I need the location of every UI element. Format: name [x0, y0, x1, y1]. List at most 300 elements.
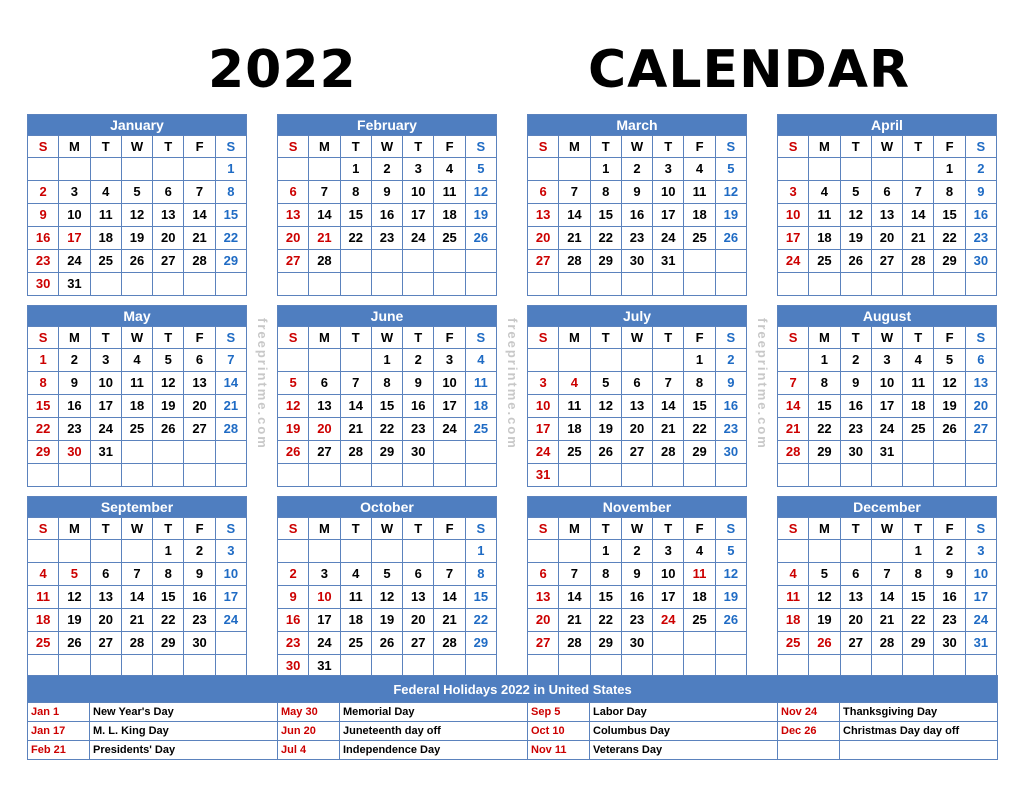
day-cell[interactable]: 21 [903, 227, 934, 250]
day-cell[interactable]: 25 [684, 227, 715, 250]
day-cell[interactable]: 13 [621, 395, 652, 418]
day-cell[interactable]: 23 [28, 250, 59, 273]
day-cell[interactable]: 3 [403, 158, 434, 181]
day-cell[interactable]: 25 [809, 250, 840, 273]
day-cell[interactable]: 22 [934, 227, 965, 250]
day-cell[interactable]: 31 [59, 273, 90, 296]
day-cell[interactable]: 14 [778, 395, 809, 418]
day-cell[interactable]: 21 [215, 395, 246, 418]
day-cell[interactable]: 7 [340, 372, 371, 395]
day-cell[interactable]: 1 [903, 540, 934, 563]
day-cell[interactable]: 21 [434, 609, 465, 632]
day-cell[interactable]: 24 [528, 441, 559, 464]
day-cell[interactable]: 21 [778, 418, 809, 441]
day-cell[interactable]: 20 [871, 227, 902, 250]
day-cell[interactable]: 26 [934, 418, 965, 441]
day-cell[interactable]: 23 [965, 227, 996, 250]
day-cell[interactable]: 19 [809, 609, 840, 632]
day-cell[interactable]: 16 [59, 395, 90, 418]
day-cell[interactable]: 24 [434, 418, 465, 441]
day-cell[interactable]: 18 [434, 204, 465, 227]
day-cell[interactable]: 29 [215, 250, 246, 273]
day-cell[interactable]: 23 [278, 632, 309, 655]
day-cell[interactable]: 14 [434, 586, 465, 609]
day-cell[interactable]: 17 [90, 395, 121, 418]
day-cell[interactable]: 15 [371, 395, 402, 418]
day-cell[interactable]: 31 [653, 250, 684, 273]
day-cell[interactable]: 17 [215, 586, 246, 609]
day-cell[interactable]: 1 [340, 158, 371, 181]
day-cell[interactable]: 29 [153, 632, 184, 655]
day-cell[interactable]: 15 [590, 204, 621, 227]
day-cell[interactable]: 1 [465, 540, 496, 563]
day-cell[interactable]: 20 [153, 227, 184, 250]
day-cell[interactable]: 7 [778, 372, 809, 395]
day-cell[interactable]: 1 [934, 158, 965, 181]
day-cell[interactable]: 11 [778, 586, 809, 609]
day-cell[interactable]: 3 [778, 181, 809, 204]
day-cell[interactable]: 11 [340, 586, 371, 609]
day-cell[interactable]: 29 [903, 632, 934, 655]
day-cell[interactable]: 4 [684, 540, 715, 563]
day-cell[interactable]: 19 [465, 204, 496, 227]
day-cell[interactable]: 19 [840, 227, 871, 250]
day-cell[interactable]: 10 [59, 204, 90, 227]
day-cell[interactable]: 22 [371, 418, 402, 441]
day-cell[interactable]: 30 [965, 250, 996, 273]
day-cell[interactable]: 12 [153, 372, 184, 395]
day-cell[interactable]: 2 [278, 563, 309, 586]
day-cell[interactable]: 22 [590, 227, 621, 250]
day-cell[interactable]: 19 [153, 395, 184, 418]
day-cell[interactable]: 24 [653, 609, 684, 632]
day-cell[interactable]: 30 [715, 441, 746, 464]
day-cell[interactable]: 11 [465, 372, 496, 395]
day-cell[interactable]: 30 [840, 441, 871, 464]
day-cell[interactable]: 13 [403, 586, 434, 609]
day-cell[interactable]: 25 [90, 250, 121, 273]
day-cell[interactable]: 1 [684, 349, 715, 372]
day-cell[interactable]: 31 [871, 441, 902, 464]
day-cell[interactable]: 1 [371, 349, 402, 372]
day-cell[interactable]: 28 [215, 418, 246, 441]
day-cell[interactable]: 12 [371, 586, 402, 609]
day-cell[interactable]: 9 [934, 563, 965, 586]
day-cell[interactable]: 12 [590, 395, 621, 418]
day-cell[interactable]: 6 [965, 349, 996, 372]
day-cell[interactable]: 26 [121, 250, 152, 273]
day-cell[interactable]: 27 [965, 418, 996, 441]
day-cell[interactable]: 10 [653, 181, 684, 204]
day-cell[interactable]: 5 [840, 181, 871, 204]
day-cell[interactable]: 4 [559, 372, 590, 395]
day-cell[interactable]: 11 [434, 181, 465, 204]
day-cell[interactable]: 19 [715, 586, 746, 609]
day-cell[interactable]: 27 [528, 632, 559, 655]
day-cell[interactable]: 5 [371, 563, 402, 586]
day-cell[interactable]: 28 [121, 632, 152, 655]
day-cell[interactable]: 2 [621, 158, 652, 181]
day-cell[interactable]: 26 [371, 632, 402, 655]
day-cell[interactable]: 17 [309, 609, 340, 632]
day-cell[interactable]: 11 [28, 586, 59, 609]
day-cell[interactable]: 2 [59, 349, 90, 372]
day-cell[interactable]: 7 [559, 181, 590, 204]
day-cell[interactable]: 16 [278, 609, 309, 632]
day-cell[interactable]: 10 [309, 586, 340, 609]
day-cell[interactable]: 13 [528, 586, 559, 609]
day-cell[interactable]: 29 [371, 441, 402, 464]
day-cell[interactable]: 26 [715, 609, 746, 632]
day-cell[interactable]: 10 [90, 372, 121, 395]
day-cell[interactable]: 24 [403, 227, 434, 250]
day-cell[interactable]: 4 [340, 563, 371, 586]
day-cell[interactable]: 15 [934, 204, 965, 227]
day-cell[interactable]: 28 [309, 250, 340, 273]
day-cell[interactable]: 9 [403, 372, 434, 395]
day-cell[interactable]: 27 [309, 441, 340, 464]
day-cell[interactable]: 20 [90, 609, 121, 632]
day-cell[interactable]: 13 [528, 204, 559, 227]
day-cell[interactable]: 31 [309, 655, 340, 678]
day-cell[interactable]: 29 [590, 250, 621, 273]
day-cell[interactable]: 18 [465, 395, 496, 418]
day-cell[interactable]: 14 [559, 586, 590, 609]
day-cell[interactable]: 1 [809, 349, 840, 372]
day-cell[interactable]: 30 [621, 250, 652, 273]
day-cell[interactable]: 25 [465, 418, 496, 441]
day-cell[interactable]: 18 [684, 204, 715, 227]
day-cell[interactable]: 20 [403, 609, 434, 632]
day-cell[interactable]: 27 [871, 250, 902, 273]
day-cell[interactable]: 22 [153, 609, 184, 632]
day-cell[interactable]: 28 [340, 441, 371, 464]
day-cell[interactable]: 20 [184, 395, 215, 418]
day-cell[interactable]: 24 [653, 227, 684, 250]
day-cell[interactable]: 16 [621, 204, 652, 227]
day-cell[interactable]: 8 [153, 563, 184, 586]
day-cell[interactable]: 30 [934, 632, 965, 655]
day-cell[interactable]: 22 [215, 227, 246, 250]
day-cell[interactable]: 31 [528, 464, 559, 487]
day-cell[interactable]: 12 [715, 181, 746, 204]
day-cell[interactable]: 26 [278, 441, 309, 464]
day-cell[interactable]: 10 [434, 372, 465, 395]
day-cell[interactable]: 15 [28, 395, 59, 418]
day-cell[interactable]: 3 [653, 540, 684, 563]
day-cell[interactable]: 28 [871, 632, 902, 655]
day-cell[interactable]: 5 [809, 563, 840, 586]
day-cell[interactable]: 5 [715, 540, 746, 563]
day-cell[interactable]: 11 [90, 204, 121, 227]
day-cell[interactable]: 25 [684, 609, 715, 632]
day-cell[interactable]: 20 [965, 395, 996, 418]
day-cell[interactable]: 14 [903, 204, 934, 227]
day-cell[interactable]: 11 [903, 372, 934, 395]
day-cell[interactable]: 13 [309, 395, 340, 418]
day-cell[interactable]: 31 [965, 632, 996, 655]
day-cell[interactable]: 8 [903, 563, 934, 586]
day-cell[interactable]: 29 [809, 441, 840, 464]
day-cell[interactable]: 5 [934, 349, 965, 372]
day-cell[interactable]: 23 [184, 609, 215, 632]
day-cell[interactable]: 23 [59, 418, 90, 441]
day-cell[interactable]: 29 [465, 632, 496, 655]
day-cell[interactable]: 3 [653, 158, 684, 181]
day-cell[interactable]: 30 [403, 441, 434, 464]
day-cell[interactable]: 16 [184, 586, 215, 609]
day-cell[interactable]: 24 [778, 250, 809, 273]
day-cell[interactable]: 23 [934, 609, 965, 632]
day-cell[interactable]: 1 [28, 349, 59, 372]
day-cell[interactable]: 19 [715, 204, 746, 227]
day-cell[interactable]: 8 [28, 372, 59, 395]
day-cell[interactable]: 18 [559, 418, 590, 441]
day-cell[interactable]: 15 [903, 586, 934, 609]
day-cell[interactable]: 16 [715, 395, 746, 418]
day-cell[interactable]: 20 [309, 418, 340, 441]
day-cell[interactable]: 24 [215, 609, 246, 632]
day-cell[interactable]: 17 [965, 586, 996, 609]
day-cell[interactable]: 16 [965, 204, 996, 227]
day-cell[interactable]: 11 [559, 395, 590, 418]
day-cell[interactable]: 24 [309, 632, 340, 655]
day-cell[interactable]: 14 [121, 586, 152, 609]
day-cell[interactable]: 6 [871, 181, 902, 204]
day-cell[interactable]: 27 [403, 632, 434, 655]
day-cell[interactable]: 8 [934, 181, 965, 204]
day-cell[interactable]: 4 [684, 158, 715, 181]
day-cell[interactable]: 3 [871, 349, 902, 372]
day-cell[interactable]: 6 [184, 349, 215, 372]
day-cell[interactable]: 9 [371, 181, 402, 204]
day-cell[interactable]: 25 [28, 632, 59, 655]
day-cell[interactable]: 21 [309, 227, 340, 250]
day-cell[interactable]: 28 [184, 250, 215, 273]
day-cell[interactable]: 22 [28, 418, 59, 441]
day-cell[interactable]: 18 [684, 586, 715, 609]
day-cell[interactable]: 18 [121, 395, 152, 418]
day-cell[interactable]: 19 [590, 418, 621, 441]
day-cell[interactable]: 25 [340, 632, 371, 655]
day-cell[interactable]: 28 [559, 250, 590, 273]
day-cell[interactable]: 18 [340, 609, 371, 632]
day-cell[interactable]: 4 [809, 181, 840, 204]
day-cell[interactable]: 30 [28, 273, 59, 296]
day-cell[interactable]: 18 [903, 395, 934, 418]
day-cell[interactable]: 2 [934, 540, 965, 563]
day-cell[interactable]: 2 [965, 158, 996, 181]
day-cell[interactable]: 13 [90, 586, 121, 609]
day-cell[interactable]: 30 [184, 632, 215, 655]
day-cell[interactable]: 25 [434, 227, 465, 250]
day-cell[interactable]: 26 [465, 227, 496, 250]
day-cell[interactable]: 10 [403, 181, 434, 204]
day-cell[interactable]: 6 [278, 181, 309, 204]
day-cell[interactable]: 3 [434, 349, 465, 372]
day-cell[interactable]: 2 [403, 349, 434, 372]
day-cell[interactable]: 12 [840, 204, 871, 227]
day-cell[interactable]: 30 [278, 655, 309, 678]
day-cell[interactable]: 17 [59, 227, 90, 250]
day-cell[interactable]: 19 [371, 609, 402, 632]
day-cell[interactable]: 13 [965, 372, 996, 395]
day-cell[interactable]: 19 [59, 609, 90, 632]
day-cell[interactable]: 16 [934, 586, 965, 609]
day-cell[interactable]: 9 [278, 586, 309, 609]
day-cell[interactable]: 29 [590, 632, 621, 655]
day-cell[interactable]: 8 [590, 563, 621, 586]
day-cell[interactable]: 27 [153, 250, 184, 273]
day-cell[interactable]: 30 [621, 632, 652, 655]
day-cell[interactable]: 10 [215, 563, 246, 586]
day-cell[interactable]: 25 [778, 632, 809, 655]
day-cell[interactable]: 30 [59, 441, 90, 464]
day-cell[interactable]: 13 [840, 586, 871, 609]
day-cell[interactable]: 29 [28, 441, 59, 464]
day-cell[interactable]: 22 [465, 609, 496, 632]
day-cell[interactable]: 27 [90, 632, 121, 655]
day-cell[interactable]: 17 [778, 227, 809, 250]
day-cell[interactable]: 9 [621, 181, 652, 204]
day-cell[interactable]: 19 [934, 395, 965, 418]
day-cell[interactable]: 2 [28, 181, 59, 204]
day-cell[interactable]: 8 [590, 181, 621, 204]
day-cell[interactable]: 1 [590, 158, 621, 181]
day-cell[interactable]: 28 [903, 250, 934, 273]
day-cell[interactable]: 12 [465, 181, 496, 204]
day-cell[interactable]: 5 [278, 372, 309, 395]
day-cell[interactable]: 29 [684, 441, 715, 464]
day-cell[interactable]: 6 [621, 372, 652, 395]
day-cell[interactable]: 12 [809, 586, 840, 609]
day-cell[interactable]: 25 [121, 418, 152, 441]
day-cell[interactable]: 5 [59, 563, 90, 586]
day-cell[interactable]: 17 [871, 395, 902, 418]
day-cell[interactable]: 26 [715, 227, 746, 250]
day-cell[interactable]: 4 [465, 349, 496, 372]
day-cell[interactable]: 6 [528, 563, 559, 586]
day-cell[interactable]: 9 [184, 563, 215, 586]
day-cell[interactable]: 5 [153, 349, 184, 372]
day-cell[interactable]: 8 [809, 372, 840, 395]
day-cell[interactable]: 23 [621, 227, 652, 250]
day-cell[interactable]: 7 [309, 181, 340, 204]
day-cell[interactable]: 9 [715, 372, 746, 395]
day-cell[interactable]: 21 [653, 418, 684, 441]
day-cell[interactable]: 22 [809, 418, 840, 441]
day-cell[interactable]: 2 [621, 540, 652, 563]
day-cell[interactable]: 5 [715, 158, 746, 181]
day-cell[interactable]: 2 [371, 158, 402, 181]
day-cell[interactable]: 9 [840, 372, 871, 395]
day-cell[interactable]: 4 [90, 181, 121, 204]
day-cell[interactable]: 12 [934, 372, 965, 395]
day-cell[interactable]: 18 [28, 609, 59, 632]
day-cell[interactable]: 6 [153, 181, 184, 204]
day-cell[interactable]: 22 [590, 609, 621, 632]
day-cell[interactable]: 3 [309, 563, 340, 586]
day-cell[interactable]: 14 [871, 586, 902, 609]
day-cell[interactable]: 9 [621, 563, 652, 586]
day-cell[interactable]: 16 [840, 395, 871, 418]
day-cell[interactable]: 5 [121, 181, 152, 204]
day-cell[interactable]: 1 [215, 158, 246, 181]
day-cell[interactable]: 20 [528, 227, 559, 250]
day-cell[interactable]: 21 [340, 418, 371, 441]
day-cell[interactable]: 3 [528, 372, 559, 395]
day-cell[interactable]: 7 [215, 349, 246, 372]
day-cell[interactable]: 2 [715, 349, 746, 372]
day-cell[interactable]: 7 [559, 563, 590, 586]
day-cell[interactable]: 14 [340, 395, 371, 418]
day-cell[interactable]: 8 [465, 563, 496, 586]
day-cell[interactable]: 7 [184, 181, 215, 204]
day-cell[interactable]: 23 [371, 227, 402, 250]
day-cell[interactable]: 21 [871, 609, 902, 632]
day-cell[interactable]: 23 [715, 418, 746, 441]
day-cell[interactable]: 15 [684, 395, 715, 418]
day-cell[interactable]: 4 [121, 349, 152, 372]
day-cell[interactable]: 17 [528, 418, 559, 441]
day-cell[interactable]: 17 [653, 204, 684, 227]
day-cell[interactable]: 11 [121, 372, 152, 395]
day-cell[interactable]: 1 [153, 540, 184, 563]
day-cell[interactable]: 26 [59, 632, 90, 655]
day-cell[interactable]: 4 [28, 563, 59, 586]
day-cell[interactable]: 2 [184, 540, 215, 563]
day-cell[interactable]: 14 [184, 204, 215, 227]
day-cell[interactable]: 6 [90, 563, 121, 586]
day-cell[interactable]: 17 [403, 204, 434, 227]
day-cell[interactable]: 2 [840, 349, 871, 372]
day-cell[interactable]: 21 [121, 609, 152, 632]
day-cell[interactable]: 17 [653, 586, 684, 609]
day-cell[interactable]: 19 [278, 418, 309, 441]
day-cell[interactable]: 21 [559, 609, 590, 632]
day-cell[interactable]: 15 [465, 586, 496, 609]
day-cell[interactable]: 16 [403, 395, 434, 418]
day-cell[interactable]: 26 [153, 418, 184, 441]
day-cell[interactable]: 24 [59, 250, 90, 273]
day-cell[interactable]: 27 [621, 441, 652, 464]
day-cell[interactable]: 11 [809, 204, 840, 227]
day-cell[interactable]: 28 [778, 441, 809, 464]
day-cell[interactable]: 9 [965, 181, 996, 204]
day-cell[interactable]: 24 [90, 418, 121, 441]
day-cell[interactable]: 7 [653, 372, 684, 395]
day-cell[interactable]: 27 [840, 632, 871, 655]
day-cell[interactable]: 24 [871, 418, 902, 441]
day-cell[interactable]: 28 [559, 632, 590, 655]
day-cell[interactable]: 4 [778, 563, 809, 586]
day-cell[interactable]: 16 [28, 227, 59, 250]
day-cell[interactable]: 10 [778, 204, 809, 227]
day-cell[interactable]: 7 [434, 563, 465, 586]
day-cell[interactable]: 27 [278, 250, 309, 273]
day-cell[interactable]: 21 [559, 227, 590, 250]
day-cell[interactable]: 15 [153, 586, 184, 609]
day-cell[interactable]: 20 [528, 609, 559, 632]
day-cell[interactable]: 8 [371, 372, 402, 395]
day-cell[interactable]: 12 [59, 586, 90, 609]
day-cell[interactable]: 20 [621, 418, 652, 441]
day-cell[interactable]: 9 [59, 372, 90, 395]
day-cell[interactable]: 26 [590, 441, 621, 464]
day-cell[interactable]: 21 [184, 227, 215, 250]
day-cell[interactable]: 26 [809, 632, 840, 655]
day-cell[interactable]: 23 [621, 609, 652, 632]
